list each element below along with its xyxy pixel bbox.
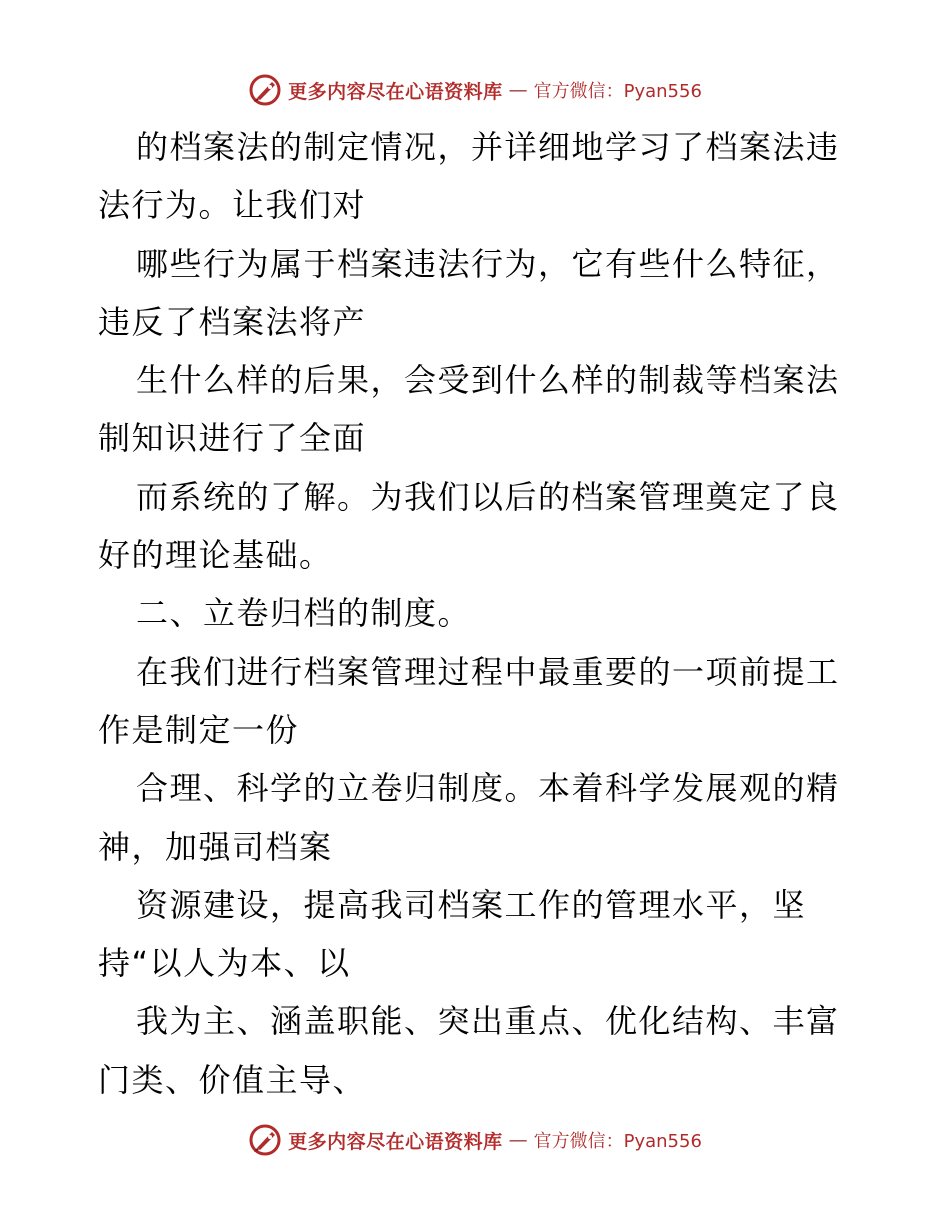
document-body <box>98 118 868 1109</box>
text-line: 生什么样的后果，会受到什么样的制裁等档案法 <box>136 361 840 400</box>
text-line: 持“以人为本、以 <box>98 944 351 983</box>
text-line: 哪些行为属于档案违法行为，它有些什么特征， <box>136 244 840 283</box>
text-line: 违反了档案法将产 <box>98 302 367 341</box>
text-line: 的档案法的制定情况，并详细地学习了档案法违 <box>136 128 840 166</box>
text-line: 好的理论基础。 <box>98 536 333 575</box>
banner-separator: — <box>508 79 528 101</box>
text-line: 合理、科学的立卷归制度。本着科学发展观的精 <box>136 769 840 808</box>
text-line: 而系统的了解。为我们以后的档案管理奠定了良 <box>136 477 840 516</box>
text-line: 在我们进行档案管理过程中最重要的一项前提工 <box>136 652 840 691</box>
banner-title: 更多内容尽在心语资料库 <box>288 80 503 103</box>
banner-contact: 官方微信：Pyan556 <box>533 1131 702 1152</box>
text-line: 门类、价值主导、 <box>98 1060 367 1099</box>
section-heading: 二、立卷归档的制度。 <box>136 594 472 633</box>
banner-separator: — <box>508 1129 528 1151</box>
text-line: 我为主、涵盖职能、突出重点、优化结构、丰富 <box>136 1002 840 1041</box>
text-line: 资源建设，提高我司档案工作的管理水平，坚 <box>136 885 807 924</box>
footer-banner <box>0 1120 950 1160</box>
header-banner <box>0 70 950 110</box>
text-line: 神，加强司档案 <box>98 827 333 866</box>
text-line: 法行为。让我们对 <box>98 186 367 225</box>
text-line: 作是制定一份 <box>98 710 300 749</box>
quill-pen-logo-icon <box>248 73 282 107</box>
banner-title: 更多内容尽在心语资料库 <box>288 1130 503 1153</box>
banner-contact: 官方微信：Pyan556 <box>533 81 702 102</box>
text-line: 制知识进行了全面 <box>98 419 367 458</box>
quill-pen-logo-icon <box>248 1123 282 1157</box>
